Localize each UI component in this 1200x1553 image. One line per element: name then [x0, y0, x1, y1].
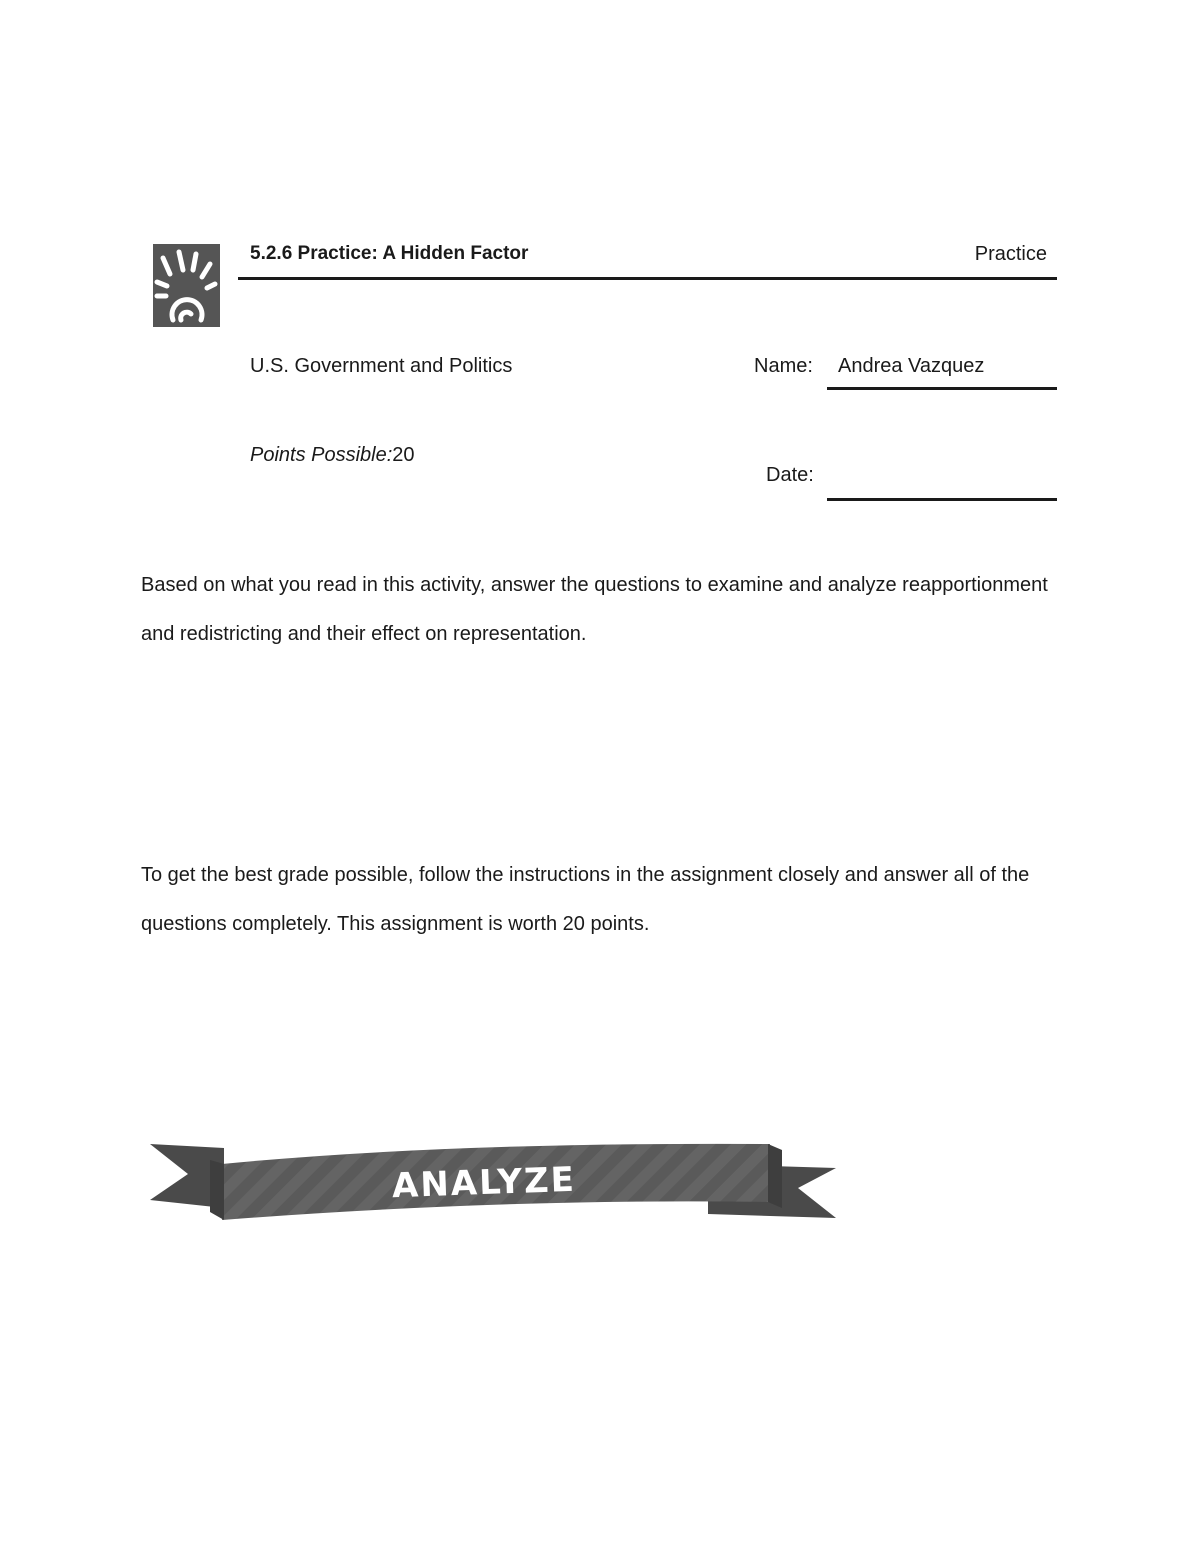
points-label: Points Possible:	[250, 444, 393, 466]
assignment-kind: Practice	[974, 243, 1047, 265]
course-name: U.S. Government and Politics	[250, 355, 513, 377]
banner-label: ANALYZE	[391, 1159, 577, 1207]
instructions-paragraph: Based on what you read in this activity, answer the questions to examine and analyze reapportionment and redistricting and their effect on representation.	[141, 574, 1048, 645]
assignment-title: 5.2.6 Practice: A Hidden Factor	[250, 243, 529, 264]
points-possible	[250, 444, 415, 467]
lightbulb-logo-icon	[153, 244, 220, 327]
analyze-banner	[148, 1136, 838, 1224]
grading-paragraph: To get the best grade possible, follow the instructions in the assignment closely and answer all of the questions completely. This assignment is worth 20 points.	[141, 864, 1030, 935]
date-label: Date:	[766, 464, 814, 486]
header-divider	[238, 277, 1057, 280]
name-field[interactable]: Andrea Vazquez	[838, 355, 985, 377]
points-value: 20	[392, 444, 415, 466]
name-underline	[827, 387, 1057, 390]
date-field[interactable]	[827, 498, 1057, 501]
name-label: Name:	[754, 355, 813, 377]
